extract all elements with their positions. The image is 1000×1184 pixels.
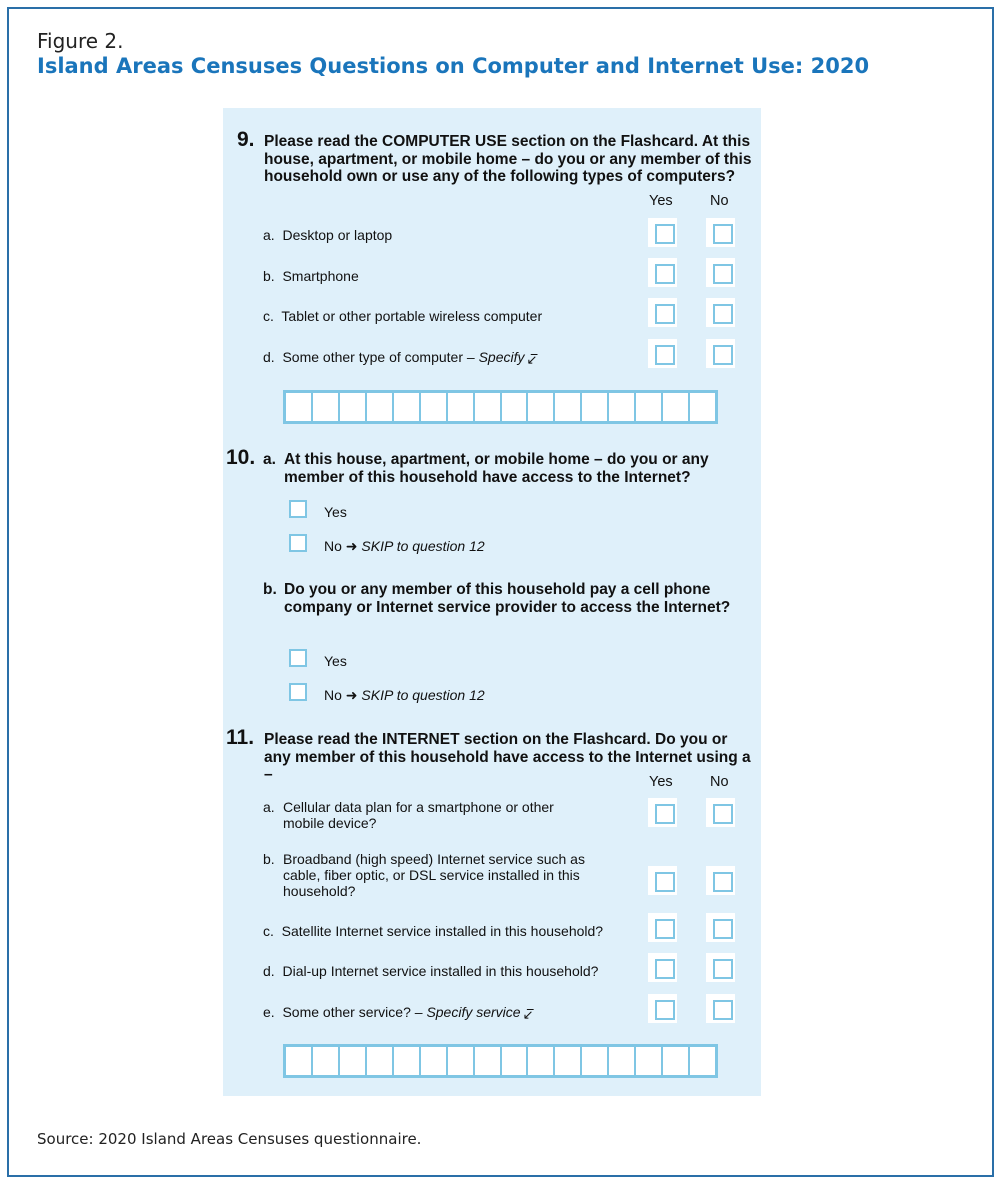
q10a-text: At this house, apartment, or mobile home – do you or any member of this household have access to the Internet? bbox=[284, 451, 709, 486]
q11-specify-write-in-field[interactable] bbox=[283, 1044, 718, 1078]
q9-item-b-letter: b. bbox=[263, 268, 275, 284]
q11-item-e bbox=[263, 1004, 534, 1021]
q10a-yes-checkbox[interactable] bbox=[289, 500, 307, 518]
q10b-yes-checkbox[interactable] bbox=[289, 649, 307, 667]
q9-item-b bbox=[263, 268, 359, 284]
q11-item-d bbox=[263, 963, 598, 979]
q11-item-d-text: Dial-up Internet service installed in this household? bbox=[282, 963, 599, 979]
q11-b-no-checkbox[interactable] bbox=[706, 866, 735, 895]
q9-a-yes-checkbox[interactable] bbox=[648, 218, 677, 247]
q11-no-header: No bbox=[710, 774, 729, 790]
q10a-yes-label: Yes bbox=[324, 504, 347, 520]
q9-yes-header: Yes bbox=[649, 193, 673, 209]
q11-d-no-checkbox[interactable] bbox=[706, 953, 735, 982]
q9-item-d-letter: d. bbox=[263, 349, 275, 365]
skip-arrow-icon: ➜ bbox=[345, 538, 358, 554]
q10a-no-option bbox=[324, 538, 485, 554]
q10b-no-option bbox=[324, 687, 485, 703]
q11-item-a-text: Cellular data plan for a smartphone or other mobile device? bbox=[283, 799, 554, 831]
q10a-no-checkbox[interactable] bbox=[289, 534, 307, 552]
q9-c-no-checkbox[interactable] bbox=[706, 298, 735, 327]
q11-item-d-letter: d. bbox=[263, 963, 275, 979]
q10b-no-label: No bbox=[324, 687, 342, 703]
q9-specify-write-in-field[interactable] bbox=[283, 390, 718, 424]
q9-c-yes-checkbox[interactable] bbox=[648, 298, 677, 327]
q11-text: Please read the INTERNET section on the Flashcard. Do you or any member of this household have access to the Internet using a – bbox=[264, 731, 751, 783]
skip-arrow-icon: ➜ bbox=[345, 687, 358, 703]
q11-item-a bbox=[263, 799, 593, 831]
q11-number: 11. bbox=[226, 726, 255, 749]
q9-b-yes-checkbox[interactable] bbox=[648, 258, 677, 287]
q11-item-c-letter: c. bbox=[263, 923, 274, 939]
q9-item-a bbox=[263, 227, 392, 243]
q10a-skip-instruction: SKIP to question 12 bbox=[361, 538, 485, 554]
q9-item-d-text: Some other type of computer – bbox=[282, 349, 475, 365]
q10a-no-label: No bbox=[324, 538, 342, 554]
q9-text: Please read the COMPUTER USE section on the Flashcard. At this house, apartment, or mobile home – do you or any member of this household own or use any of the following types of computers? bbox=[264, 133, 752, 185]
q9-no-header: No bbox=[710, 193, 729, 209]
q11-item-e-specify: Specify service bbox=[426, 1004, 521, 1020]
q9-number: 9. bbox=[237, 128, 255, 151]
q11-item-b-letter: b. bbox=[263, 851, 275, 867]
q10b-skip-instruction: SKIP to question 12 bbox=[361, 687, 485, 703]
q9-item-a-text: Desktop or laptop bbox=[282, 227, 393, 243]
figure-title: Island Areas Censuses Questions on Computer and Internet Use: 2020 bbox=[37, 54, 870, 78]
q9-item-d-specify: Specify bbox=[478, 349, 525, 365]
q11-item-e-text: Some other service? – bbox=[282, 1004, 423, 1020]
q9-item-c bbox=[263, 308, 542, 324]
write-in-arrow-icon: ↙̅ bbox=[526, 352, 538, 367]
q11-a-no-checkbox[interactable] bbox=[706, 798, 735, 827]
q10b-yes-label: Yes bbox=[324, 653, 347, 669]
q10b-letter: b. bbox=[263, 581, 277, 598]
q9-item-b-text: Smartphone bbox=[282, 268, 359, 284]
q9-item-c-letter: c. bbox=[263, 308, 274, 324]
figure-label: Figure 2. bbox=[37, 29, 124, 53]
q11-item-c-text: Satellite Internet service installed in this household? bbox=[281, 923, 604, 939]
q9-d-no-checkbox[interactable] bbox=[706, 339, 735, 368]
q9-a-no-checkbox[interactable] bbox=[706, 218, 735, 247]
q10b-no-checkbox[interactable] bbox=[289, 683, 307, 701]
q9-item-a-letter: a. bbox=[263, 227, 275, 243]
q11-yes-header: Yes bbox=[649, 774, 673, 790]
questionnaire-panel bbox=[223, 108, 761, 1096]
q11-b-yes-checkbox[interactable] bbox=[648, 866, 677, 895]
q11-item-e-letter: e. bbox=[263, 1004, 275, 1020]
write-in-arrow-icon: ↙̅ bbox=[522, 1007, 534, 1022]
q11-item-b-text: Broadband (high speed) Internet service such as cable, fiber optic, or DSL service installed in this household? bbox=[283, 851, 585, 899]
q11-e-yes-checkbox[interactable] bbox=[648, 994, 677, 1023]
q11-item-c bbox=[263, 923, 603, 939]
q11-d-yes-checkbox[interactable] bbox=[648, 953, 677, 982]
source-note: Source: 2020 Island Areas Censuses questionnaire. bbox=[37, 1130, 422, 1148]
q11-e-no-checkbox[interactable] bbox=[706, 994, 735, 1023]
q11-item-a-letter: a. bbox=[263, 799, 275, 815]
q9-item-c-text: Tablet or other portable wireless computer bbox=[281, 308, 543, 324]
q9-b-no-checkbox[interactable] bbox=[706, 258, 735, 287]
q10b-text: Do you or any member of this household pay a cell phone company or Internet service provider to access the Internet? bbox=[284, 581, 731, 616]
q11-c-no-checkbox[interactable] bbox=[706, 913, 735, 942]
q9-d-yes-checkbox[interactable] bbox=[648, 339, 677, 368]
q11-a-yes-checkbox[interactable] bbox=[648, 798, 677, 827]
q11-c-yes-checkbox[interactable] bbox=[648, 913, 677, 942]
q10a-letter: a. bbox=[263, 451, 276, 468]
q10-number: 10. bbox=[226, 446, 256, 469]
q9-item-d bbox=[263, 349, 537, 366]
q11-item-b bbox=[263, 851, 608, 899]
